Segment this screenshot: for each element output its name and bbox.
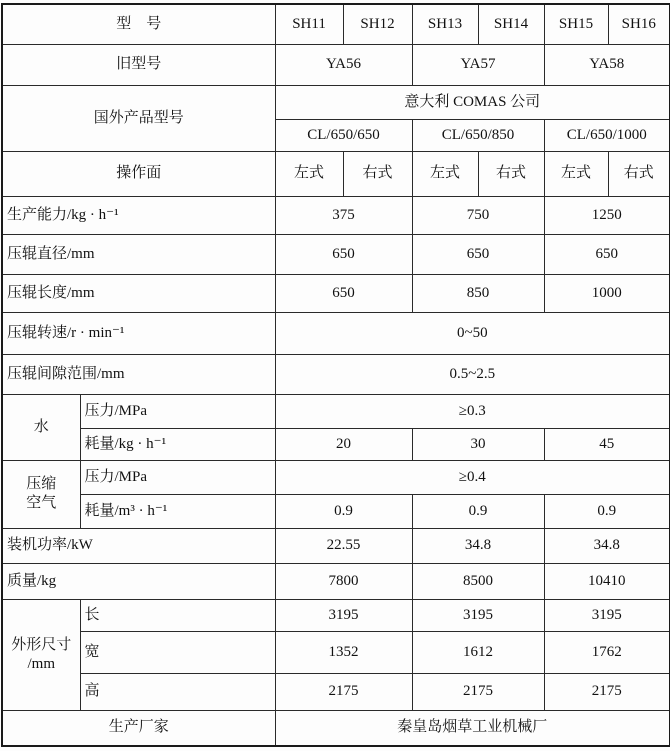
dimensions-label-line1: 外形尺寸: [11, 636, 72, 653]
old-model-cell-2: YA57: [412, 44, 544, 85]
dimension-height-cell-3: 2175: [544, 673, 670, 710]
power-cell-1: 22.55: [275, 528, 412, 563]
operation-cell-6: 右式: [608, 151, 670, 196]
old-model-cell-3: YA58: [544, 44, 670, 85]
row-roller-diameter: [2, 234, 670, 274]
row-old-model: [2, 44, 670, 85]
row-power: [2, 528, 670, 563]
model-cell-2: SH12: [343, 4, 412, 44]
mass-cell-2: 8500: [412, 563, 544, 599]
compressed-air-group-label: [2, 460, 80, 528]
row-roller-speed: [2, 312, 670, 354]
capacity-cell-3: 1250: [544, 196, 670, 234]
dimension-width-cell-2: 1612: [412, 631, 544, 673]
roller-diameter-cell-2: 650: [412, 234, 544, 274]
row-water-consumption: [2, 428, 670, 460]
water-consumption-cell-1: 20: [275, 428, 412, 460]
row-water-pressure: [2, 394, 670, 428]
model-cell-1: SH11: [275, 4, 343, 44]
water-consumption-label: 耗量/kg · h⁻¹: [80, 428, 275, 460]
compressed-air-label-line2: 空气: [26, 495, 57, 511]
manufacturer-value-cell: 秦皇岛烟草工业机械厂: [275, 710, 670, 746]
old-model-row-label: 旧型号: [2, 44, 275, 85]
operation-row-label: 操作面: [2, 151, 275, 196]
model-cell-6: SH16: [608, 4, 670, 44]
power-cell-3: 34.8: [544, 528, 670, 563]
row-dimension-height: [2, 673, 670, 710]
roller-gap-value-cell: 0.5~2.5: [275, 354, 670, 394]
water-consumption-cell-3: 45: [544, 428, 670, 460]
compressed-air-label-line1: 压缩: [26, 476, 57, 493]
row-operation-side: [2, 151, 670, 196]
dimensions-label-line2: /mm: [27, 655, 55, 672]
roller-diameter-row-label: 压辊直径/mm: [2, 234, 275, 274]
foreign-model-row-label: 国外产品型号: [2, 85, 275, 151]
foreign-company-cell: 意大利 COMAS 公司: [275, 85, 670, 119]
water-consumption-cell-2: 30: [412, 428, 544, 460]
roller-speed-value-cell: 0~50: [275, 312, 670, 354]
row-roller-length: [2, 274, 670, 312]
row-foreign-company: [2, 85, 670, 119]
water-pressure-value-cell: ≥0.3: [275, 394, 670, 428]
dimension-height-cell-2: 2175: [412, 673, 544, 710]
roller-gap-row-label: 压辊间隙范围/mm: [2, 354, 275, 394]
machine-spec-table: [1, 3, 670, 747]
model-cell-4: SH14: [478, 4, 544, 44]
water-group-label: 水: [2, 394, 80, 460]
roller-diameter-cell-3: 650: [544, 234, 670, 274]
row-mass: [2, 563, 670, 599]
operation-cell-4: 右式: [478, 151, 544, 196]
dimension-width-cell-3: 1762: [544, 631, 670, 673]
row-dimension-width: [2, 631, 670, 673]
dimension-width-cell-1: 1352: [275, 631, 412, 673]
dimension-width-label: 宽: [80, 631, 275, 673]
operation-cell-3: 左式: [412, 151, 478, 196]
air-consumption-cell-1: 0.9: [275, 494, 412, 528]
operation-cell-2: 右式: [343, 151, 412, 196]
mass-row-label: 质量/kg: [2, 563, 275, 599]
dimension-length-cell-2: 3195: [412, 599, 544, 631]
roller-length-row-label: 压辊长度/mm: [2, 274, 275, 312]
dimension-height-label: 高: [80, 673, 275, 710]
dimension-length-cell-3: 3195: [544, 599, 670, 631]
old-model-cell-1: YA56: [275, 44, 412, 85]
water-pressure-label: 压力/MPa: [80, 394, 275, 428]
foreign-model-cell-2: CL/650/850: [412, 119, 544, 151]
air-consumption-cell-2: 0.9: [412, 494, 544, 528]
roller-length-cell-1: 650: [275, 274, 412, 312]
air-pressure-label: 压力/MPa: [80, 460, 275, 494]
power-cell-2: 34.8: [412, 528, 544, 563]
row-dimension-length: [2, 599, 670, 631]
foreign-model-cell-1: CL/650/650: [275, 119, 412, 151]
capacity-row-label: 生产能力/kg · h⁻¹: [2, 196, 275, 234]
air-pressure-value-cell: ≥0.4: [275, 460, 670, 494]
model-cell-3: SH13: [412, 4, 478, 44]
operation-cell-5: 左式: [544, 151, 608, 196]
row-roller-gap: [2, 354, 670, 394]
roller-speed-row-label: 压辊转速/r · min⁻¹: [2, 312, 275, 354]
roller-length-cell-2: 850: [412, 274, 544, 312]
row-model: [2, 4, 670, 44]
dimension-length-label: 长: [80, 599, 275, 631]
capacity-cell-2: 750: [412, 196, 544, 234]
dimensions-group-label: [2, 599, 80, 710]
row-capacity: [2, 196, 670, 234]
air-consumption-cell-3: 0.9: [544, 494, 670, 528]
row-air-consumption: [2, 494, 670, 528]
operation-cell-1: 左式: [275, 151, 343, 196]
row-air-pressure: [2, 460, 670, 494]
roller-length-cell-3: 1000: [544, 274, 670, 312]
model-cell-5: SH15: [544, 4, 608, 44]
dimension-length-cell-1: 3195: [275, 599, 412, 631]
air-consumption-label: 耗量/m³ · h⁻¹: [80, 494, 275, 528]
model-row-label: 型 号: [2, 4, 275, 44]
dimension-height-cell-1: 2175: [275, 673, 412, 710]
manufacturer-row-label: 生产厂家: [2, 710, 275, 746]
mass-cell-3: 10410: [544, 563, 670, 599]
capacity-cell-1: 375: [275, 196, 412, 234]
row-manufacturer: [2, 710, 670, 746]
foreign-model-cell-3: CL/650/1000: [544, 119, 670, 151]
roller-diameter-cell-1: 650: [275, 234, 412, 274]
power-row-label: 装机功率/kW: [2, 528, 275, 563]
mass-cell-1: 7800: [275, 563, 412, 599]
